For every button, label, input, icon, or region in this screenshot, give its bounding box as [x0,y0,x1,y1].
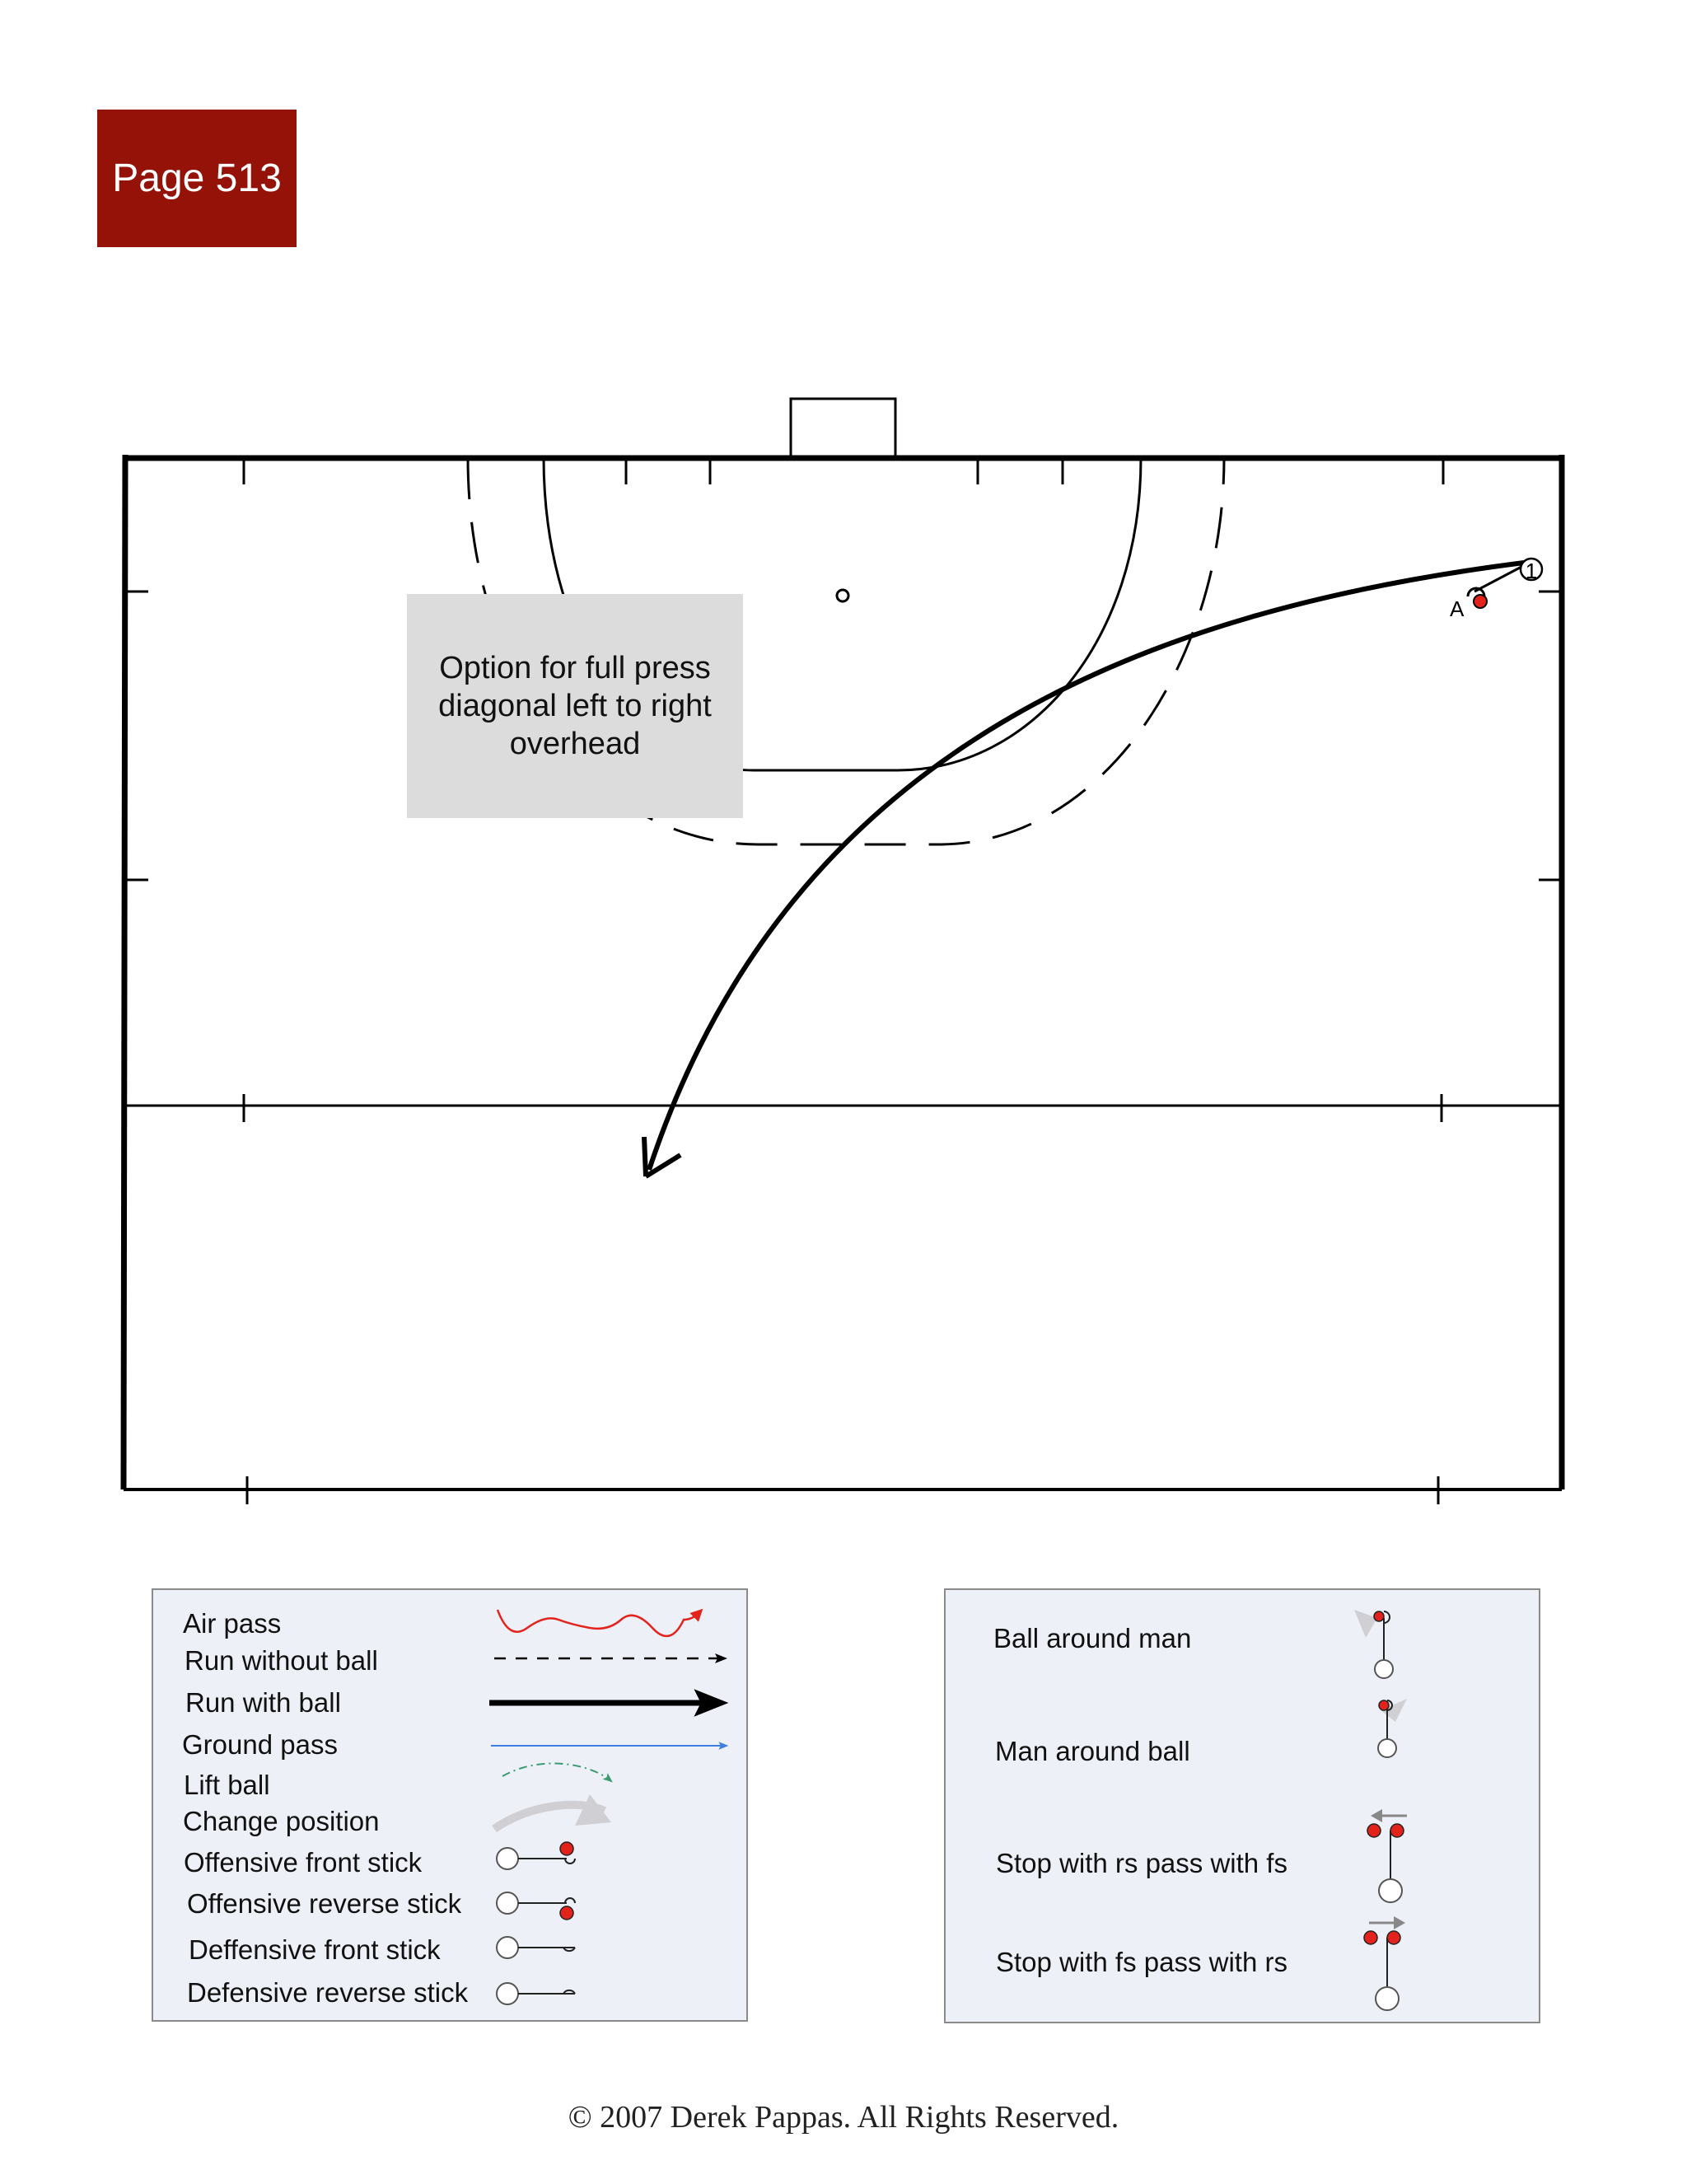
goal-cage [791,399,895,458]
field-lines [124,399,1562,1504]
legend-label-ground-pass: Ground pass [182,1729,338,1760]
ball-around-man-icon [1354,1610,1393,1678]
legend-right-symbols [946,1590,1542,2025]
lift-ball-icon [502,1764,611,1781]
offensive-front-stick-icon [497,1842,575,1869]
quarter-line-ticks [244,1094,1442,1504]
stop-fs-pass-rs-icon [1364,1916,1405,2010]
legend-label-man-around-ball: Man around ball [995,1736,1190,1766]
back-line-ticks [244,458,1443,484]
legend-label-defensive-front-stick: Deffensive front stick [189,1934,441,1965]
left-sideline [124,455,125,1490]
stop-rs-pass-fs-icon [1367,1809,1407,1902]
legend-label-change-position: Change position [183,1806,380,1836]
overhead-pass-arrow [649,563,1524,1170]
ball [1474,595,1487,608]
legend-label-offensive-front-stick: Offensive front stick [184,1847,423,1878]
side-ticks [125,592,1562,880]
player-number: 1 [1525,559,1538,583]
note-line-1: Option for full press [439,651,711,685]
page-number-label: Page 513 [112,157,282,200]
legend-label-run-with-ball: Run with ball [185,1687,341,1718]
legend-label-defensive-reverse-stick: Defensive reverse stick [187,1977,469,2008]
air-pass-icon [498,1610,699,1636]
legend-label-stop-fs-pass-rs: Stop with fs pass with rs [996,1947,1287,1977]
note-box [407,594,743,818]
legend-right [944,1588,1540,2023]
defensive-front-stick-icon [497,1937,575,1958]
man-around-ball-icon [1378,1699,1407,1757]
legend-label-run-without-ball: Run without ball [185,1645,378,1676]
legend-left-symbols [153,1590,750,2023]
change-position-arrowhead [575,1794,611,1826]
penalty-spot [837,590,848,601]
overhead-pass-arrowhead [644,1137,680,1176]
legend-label-offensive-reverse-stick: Offensive reverse stick [187,1888,462,1919]
legend-label-air-pass: Air pass [183,1608,282,1639]
legend-label-stop-rs-pass-fs: Stop with rs pass with fs [996,1848,1287,1878]
legend-left [152,1588,748,2022]
legend-label-lift-ball: Lift ball [184,1770,270,1800]
player-marker-label: A [1450,596,1465,621]
copyright-notice: © 2007 Derek Pappas. All Rights Reserved. [568,2100,1119,2135]
offensive-reverse-stick-icon [497,1892,575,1920]
legend-label-ball-around-man: Ball around man [993,1623,1192,1653]
note-line-2: diagonal left to right [438,689,712,723]
defensive-reverse-stick-icon [497,1983,575,2004]
note-line-3: overhead [509,727,641,761]
